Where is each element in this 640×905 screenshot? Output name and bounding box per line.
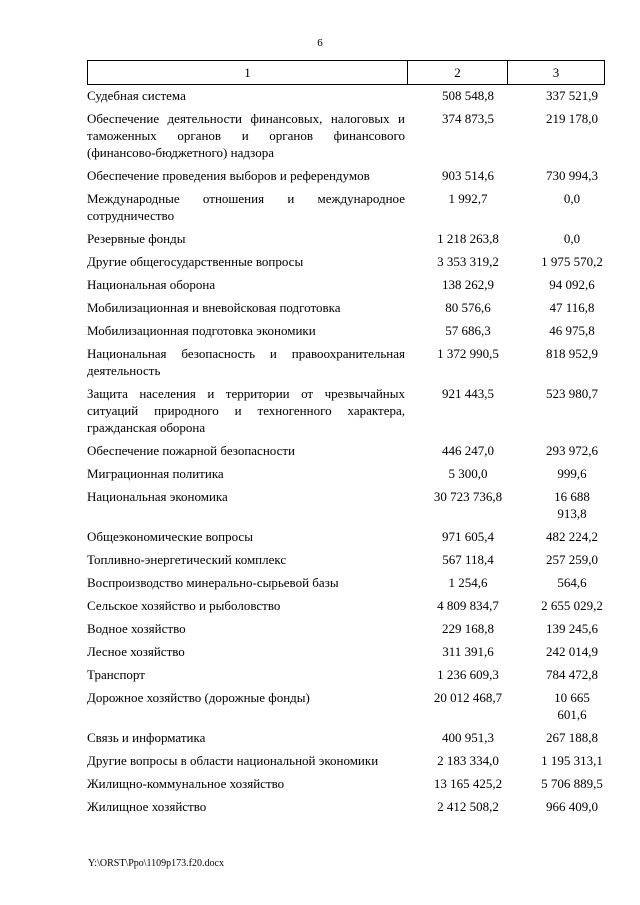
- table-row: [87, 528, 605, 545]
- row-name: Сельское хозяйство и рыболовство: [87, 598, 281, 613]
- table-row: [87, 465, 605, 482]
- row-value-col2: 508 548,8: [442, 88, 494, 103]
- row-value-col2: 921 443,5: [442, 386, 494, 401]
- row-name: Транспорт: [87, 667, 145, 682]
- row-value-col2: 1 236 609,3: [437, 667, 499, 682]
- row-value-col2: 1 254,6: [448, 575, 488, 590]
- page-number: 6: [317, 37, 323, 49]
- row-value-col2: 13 165 425,2: [433, 776, 503, 791]
- row-value-col3: 10 665 601,6: [554, 690, 590, 722]
- row-name: Дорожное хозяйство (дорожные фонды): [87, 690, 310, 705]
- row-value-col2: 1 218 263,8: [437, 231, 499, 246]
- row-value-col3: 16 688 913,8: [554, 489, 590, 521]
- row-value-col3: 999,6: [557, 466, 587, 481]
- row-value-col3: 0,0: [563, 231, 581, 246]
- row-name: Мобилизационная подготовка экономики: [87, 323, 316, 338]
- row-value-col3: 337 521,9: [546, 88, 598, 103]
- table-body: [87, 87, 605, 821]
- table-row: [87, 597, 605, 614]
- row-value-col2: 4 809 834,7: [437, 598, 499, 613]
- row-value-col3: 784 472,8: [546, 667, 598, 682]
- row-name: Миграционная политика: [87, 466, 224, 481]
- row-value-col2: 446 247,0: [442, 443, 494, 458]
- row-value-col2: 903 514,6: [442, 168, 494, 183]
- row-value-col3: 818 952,9: [546, 346, 598, 361]
- header-col-3: 3: [552, 64, 560, 80]
- table-row: [87, 666, 605, 683]
- row-value-col2: 20 012 468,7: [433, 690, 503, 705]
- row-value-col3: 257 259,0: [546, 552, 598, 567]
- row-name: Другие вопросы в области национальной экономики: [87, 753, 379, 768]
- row-value-col3: 267 188,8: [546, 730, 598, 745]
- table-row: [87, 276, 605, 293]
- table-row: [87, 488, 605, 522]
- table-row: [87, 442, 605, 459]
- table-row: [87, 752, 605, 769]
- table-row: [87, 775, 605, 792]
- table-row: [87, 385, 605, 436]
- row-value-col3: 47 116,8: [549, 300, 595, 315]
- row-name: Судебная система: [87, 88, 186, 103]
- table-row: [87, 110, 605, 161]
- row-name: Лесное хозяйство: [87, 644, 185, 659]
- row-value-col2: 567 118,4: [442, 552, 494, 567]
- row-value-col2: 400 951,3: [442, 730, 494, 745]
- row-value-col2: 971 605,4: [442, 529, 494, 544]
- row-name: Национальная оборона: [87, 277, 216, 292]
- row-value-col2: 229 168,8: [442, 621, 494, 636]
- table-header: [87, 60, 605, 85]
- row-name: Водное хозяйство: [87, 621, 186, 636]
- table-row: [87, 551, 605, 568]
- row-name: Национальная безопасность и правоохранительная деятельность: [87, 346, 405, 378]
- header-col-2: 2: [408, 61, 508, 84]
- table-row: [87, 689, 605, 723]
- row-value-col2: 1 372 990,5: [437, 346, 499, 361]
- row-name: Обеспечение пожарной безопасности: [87, 443, 296, 458]
- row-name: Резервные фонды: [87, 231, 186, 246]
- table-row: [87, 167, 605, 184]
- row-value-col2: 138 262,9: [442, 277, 494, 292]
- row-value-col3: 1 195 313,1: [541, 753, 603, 768]
- row-value-col3: 5 706 889,5: [541, 776, 603, 791]
- table-row: [87, 299, 605, 316]
- row-value-col2: 1 992,7: [448, 191, 488, 206]
- table-row: [87, 345, 605, 379]
- row-name: Национальная экономика: [87, 489, 228, 504]
- table-row: [87, 322, 605, 339]
- row-name: Мобилизационная и вневойсковая подготовка: [87, 300, 341, 315]
- row-value-col3: 730 994,3: [546, 168, 598, 183]
- row-value-col3: 482 224,2: [546, 529, 598, 544]
- row-value-col2: 2 183 334,0: [437, 753, 499, 768]
- table-row: [87, 87, 605, 104]
- table-row: [87, 798, 605, 815]
- row-value-col3: 0,0: [563, 191, 581, 206]
- table-row: [87, 253, 605, 270]
- row-value-col3: 1 975 570,2: [541, 254, 603, 269]
- table-row: [87, 230, 605, 247]
- row-value-col2: 30 723 736,8: [433, 489, 503, 504]
- row-name: Обеспечение деятельности финансовых, налоговых и таможенных органов и органов финансового (финансово-бюджетного) надзора: [87, 111, 405, 160]
- row-value-col2: 80 576,6: [445, 300, 491, 315]
- row-name: Связь и информатика: [87, 730, 206, 745]
- row-value-col2: 311 391,6: [442, 644, 494, 659]
- row-value-col3: 564,6: [557, 575, 587, 590]
- row-value-col2: 2 412 508,2: [437, 799, 499, 814]
- row-name: Обеспечение проведения выборов и референдумов: [87, 168, 370, 183]
- row-value-col3: 966 409,0: [546, 799, 598, 814]
- row-value-col2: 57 686,3: [445, 323, 491, 338]
- row-name: Жилищное хозяйство: [87, 799, 207, 814]
- row-value-col3: 242 014,9: [546, 644, 598, 659]
- row-name: Воспроизводство минерально-сырьевой базы: [87, 575, 339, 590]
- row-value-col3: 46 975,8: [549, 323, 595, 338]
- row-name: Топливно-энергетический комплекс: [87, 552, 287, 567]
- row-value-col3: 219 178,0: [546, 111, 598, 126]
- row-name: Жилищно-коммунальное хозяйство: [87, 776, 285, 791]
- row-name: Международные отношения и международное сотрудничество: [87, 191, 405, 223]
- row-name: Общеэкономические вопросы: [87, 529, 253, 544]
- row-value-col2: 374 873,5: [442, 111, 494, 126]
- row-value-col3: 523 980,7: [546, 386, 598, 401]
- row-value-col2: 5 300,0: [448, 466, 488, 481]
- file-path-footer: Y:\ORST\Ppo\1109p173.f20.docx: [88, 858, 224, 869]
- table-row: [87, 574, 605, 591]
- table-row: [87, 620, 605, 637]
- row-value-col3: 293 972,6: [546, 443, 598, 458]
- table-row: [87, 643, 605, 660]
- row-value-col3: 94 092,6: [549, 277, 595, 292]
- row-name: Другие общегосударственные вопросы: [87, 254, 304, 269]
- table-row: [87, 190, 605, 224]
- row-name: Защита населения и территории от чрезвычайных ситуаций природного и техногенного характера, гражданская оборона: [87, 386, 405, 435]
- row-value-col3: 139 245,6: [546, 621, 598, 636]
- table-row: [87, 729, 605, 746]
- row-value-col2: 3 353 319,2: [437, 254, 499, 269]
- row-value-col3: 2 655 029,2: [541, 598, 603, 613]
- header-col-1: 1: [88, 61, 408, 84]
